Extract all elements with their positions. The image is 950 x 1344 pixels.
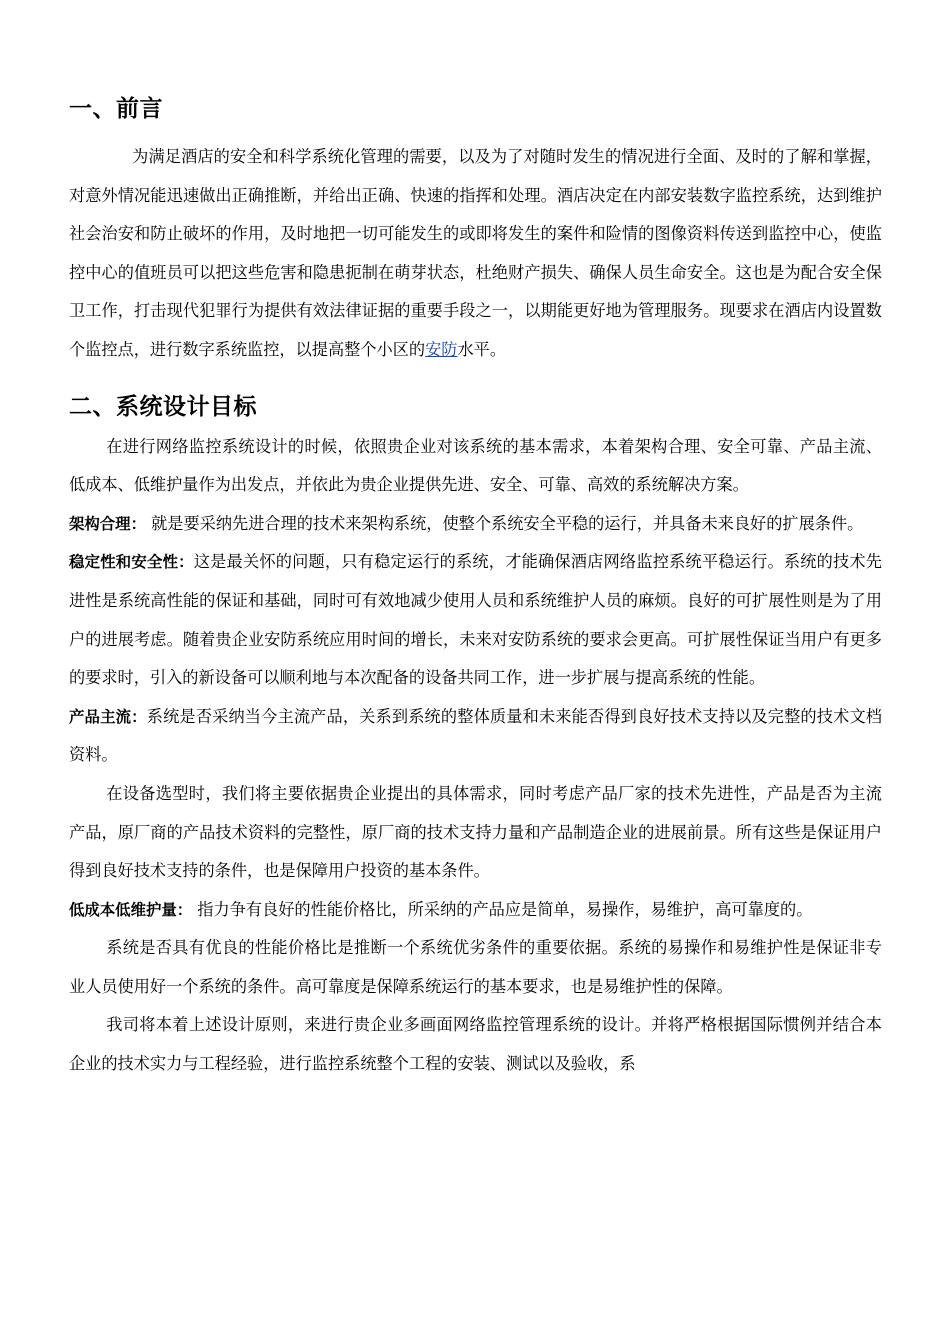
anfang-link[interactable]: 安防 [425, 339, 458, 359]
selection-paragraph: 在设备选型时，我们将主要依据贵企业提出的具体需求，同时考虑产品厂家的技术先进性，产品是否为主流产品，原厂商的产品技术资料的完整性，原厂商的技术支持力量和产品制造企业的进展前景。所有这些是保证用户得到良好技术支持的条件，也是保障用户投资的基本条件。 [69, 783, 882, 881]
goal-label: 低成本低维护量： [69, 900, 193, 919]
goal-label: 稳定性和安全性： [69, 553, 194, 572]
preface-text-end: 水平。 [457, 339, 507, 359]
design-intro-paragraph: 在进行网络监控系统设计的时候，依照贵企业对该系统的基本需求，本着架构合理、安全可靠、产品主流、低成本、低维护量作为出发点，并依此为贵企业提供先进、安全、可靠、高效的系统解决方案。 [69, 436, 882, 495]
goal-label: 产品主流： [69, 707, 147, 726]
goal-text: 系统是否采纳当今主流产品，关系到系统的整体质量和未来能否得到良好技术支持以及完整的技术文档资料。 [69, 706, 882, 765]
goal-label: 架构合理： [69, 514, 146, 533]
final-paragraph: 我司将本着上述设计原则，来进行贵企业多画面网络监控管理系统的设计。并将严格根据国际惯例并结合本企业的技术实力与工程经验，进行监控系统整个工程的安装、测试以及验收，系 [69, 1015, 882, 1074]
document-content [69, 88, 882, 1084]
value-paragraph: 系统是否具有优良的性能价格比是推断一个系统优劣条件的重要依据。系统的易操作和易维护性是保证非专业人员使用好一个系统的条件。高可靠度是保障系统运行的基本要求，也是易维护性的保障。 [69, 938, 882, 996]
goal-text: 这是最关怀的问题，只有稳定运行的系统，才能确保酒店网络监控系统平稳运行。系统的技术先进性是系统高性能的保证和基础，同时可有效地减少使用人员和系统维护人员的麻烦。良好的可扩展性则是为了用户的进展考虑。随着贵企业安防系统应用时间的增长，未来对安防系统的要求会更高。可扩展性保证当用户有更多的要求时，引入的新设备可以顺利地与本次配备的设备共同工作，进一步扩展与提高系统的性能。 [69, 552, 882, 688]
goal-item-architecture [69, 505, 882, 544]
preface-paragraph [69, 138, 882, 370]
section-heading-design-goals: 二、系统设计目标 [69, 393, 257, 420]
goal-text: 就是要采纳先进合理的技术来架构系统，使整个系统安全平稳的运行，并具备未来良好的扩展条件。 [145, 513, 864, 533]
goal-item-mainstream [69, 698, 882, 775]
preface-text: 为满足酒店的安全和科学系统化管理的需要，以及为了对随时发生的情况进行全面、及时的了解和掌握，对意外情况能迅速做出正确推断，并给出正确、快速的指挥和处理。酒店决定在内部安装数字监控系统，达到维护社会治安和防止破坏的作用，及时地把一切可能发生的或即将发生的案件和险情的图像资料传送到监控中心，使监控中心的值班员可以把这些危害和隐患扼制在萌芽状态，杜绝财产损失、确保人员生命安全。这也是为配合安全保卫工作，打击现代犯罪行为提供有效法律证据的重要手段之一，以期能更好地为管理服务。现要求在酒店内设置数个监控点，进行数字系统监控，以提高整个小区的 [69, 147, 882, 359]
goal-item-stability [69, 543, 882, 697]
section-heading-preface: 一、前言 [69, 96, 163, 122]
goal-text: 指力争有良好的性能价格比，所采纳的产品应是简单，易操作，易维护，高可靠度的。 [192, 899, 813, 919]
goal-item-lowcost [69, 891, 882, 930]
